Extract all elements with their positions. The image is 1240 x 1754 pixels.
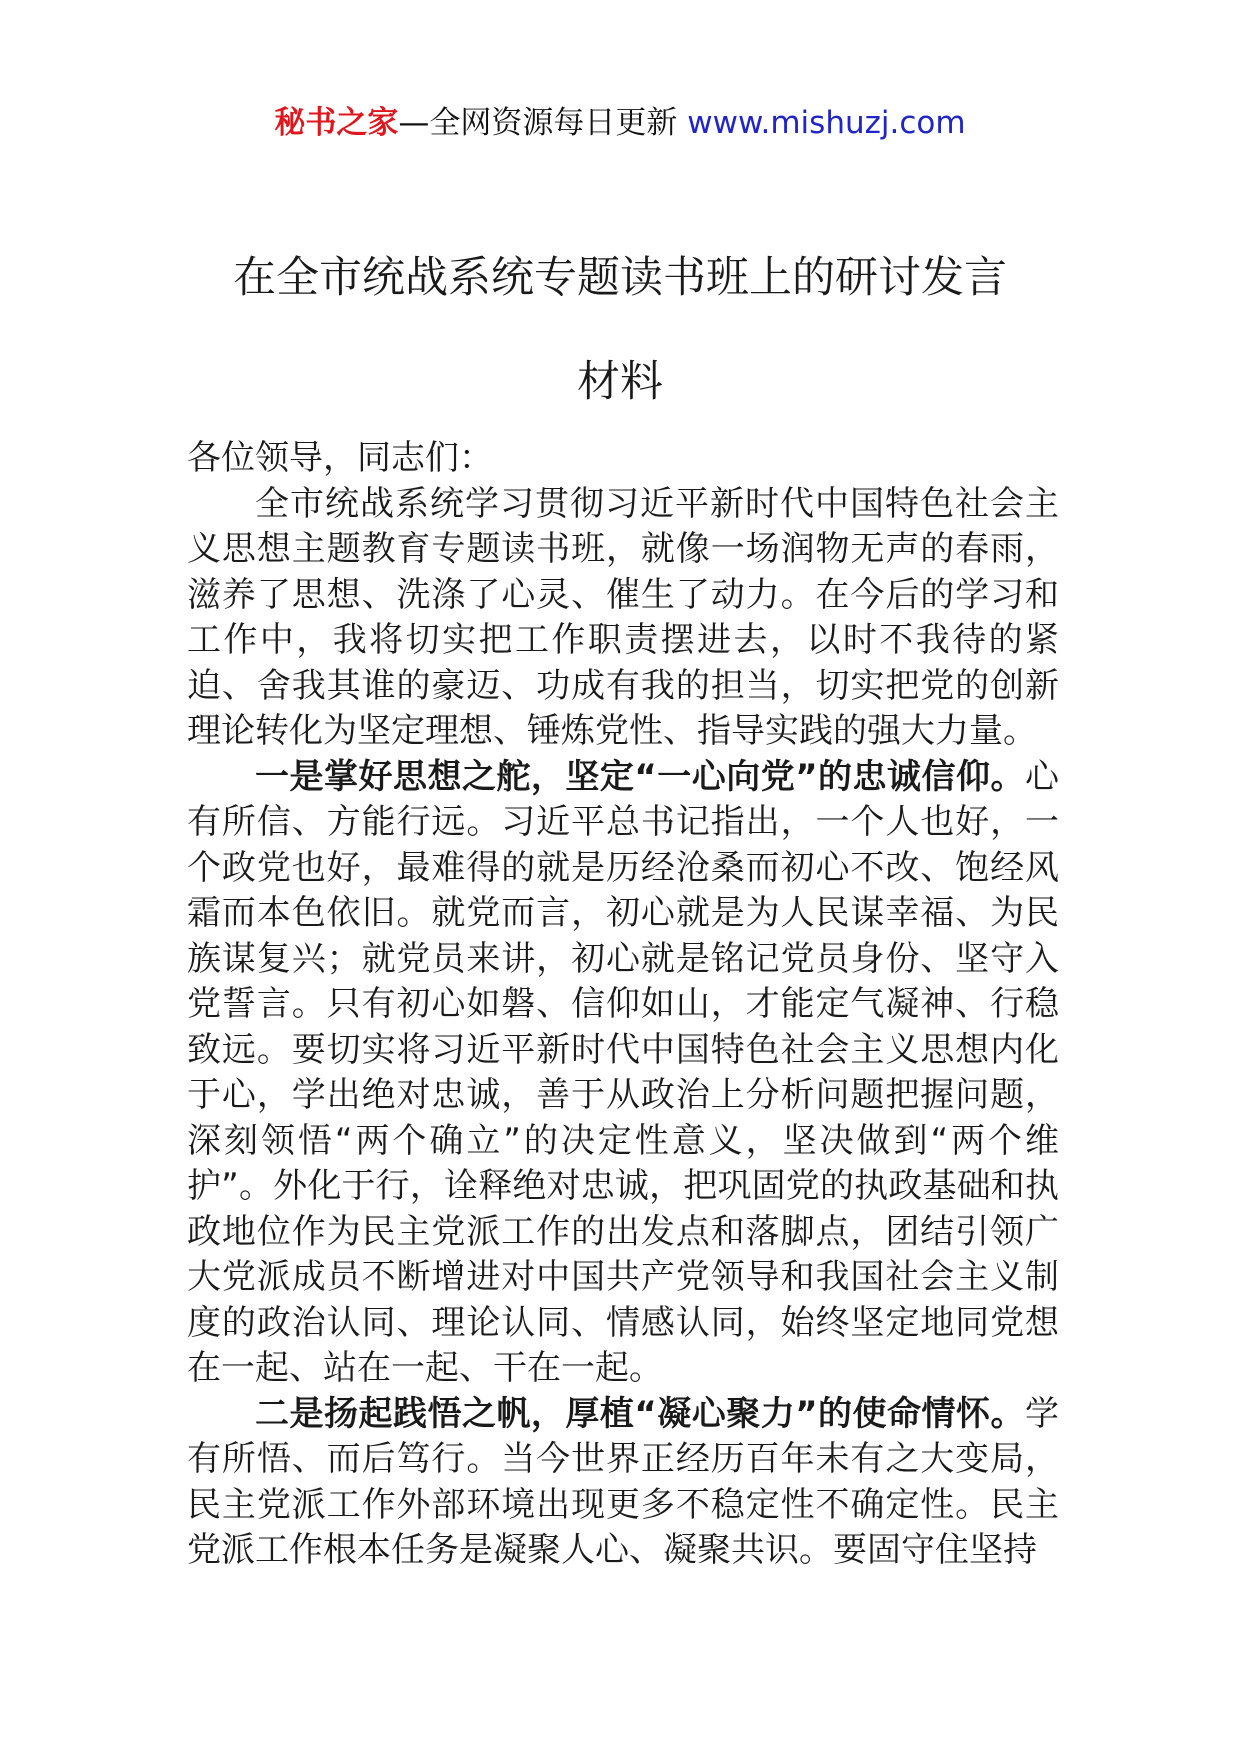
section-2-text: 学有所悟、而后笃行。当今世界正经历百年未有之大变局，民主党派工作外部环境出现更多不稳定性不确定性。民主党派工作根本任务是凝聚人心、凝聚共识。要固守住坚持 [187, 1393, 1059, 1570]
title-line-2: 材料 [577, 357, 663, 407]
section-2-paragraph [187, 1392, 1059, 1574]
site-url-link[interactable]: www.mishuzj.com [687, 105, 966, 141]
greeting: 各位领导，同志们： [187, 438, 493, 478]
document-body [187, 436, 1059, 1574]
section-1-text: 心有所信、方能行远。习近平总书记指出，一个人也好，一个政党也好，最难得的就是历经沧桑而初心不改、饱经风霜而本色依旧。就党而言，初心就是为人民谋幸福、为民族谋复兴；就党员来讲，初心就是铭记党员身份、坚守入党誓言。只有初心如磐、信仰如山，才能定气凝神、行稳致远。要切实将习近平新时代中国特色社会主义思想内化于心，学出绝对忠诚，善于从政治上分析问题把握问题，深刻领悟“两个确立”的决定性意义，坚决做到“两个维护”。外化于行，诠释绝对忠诚，把巩固党的执政基础和执政地位作为民主党派工作的出发点和落脚点，团结引领广大党派成员不断增进对中国共产党领导和我国社会主义制度的政治认同、理论认同、情感认同，始终坚定地同党想在一起、站在一起、干在一起。 [187, 756, 1059, 1388]
brand-name: 秘书之家 [274, 105, 399, 141]
header-slogan: —全网资源每日更新 [398, 105, 678, 141]
document-title [0, 226, 1240, 434]
section-2-heading: 二是扬起践悟之帆，厚植“凝心聚力”的使命情怀。 [255, 1393, 1025, 1434]
section-1-heading: 一是掌好思想之舵，坚定“一心向党”的忠诚信仰。 [255, 756, 1025, 797]
title-line-1: 在全市统战系统专题读书班上的研讨发言 [233, 253, 1007, 303]
intro-paragraph: 全市统战系统学习贯彻习近平新时代中国特色社会主义思想主题教育专题读书班，就像一场润物无声的春雨，滋养了思想、洗涤了心灵、催生了动力。在今后的学习和工作中，我将切实把工作职责摆进去，以时不我待的紧迫、舍我其谁的豪迈、功成有我的担当，切实把党的创新理论转化为坚定理想、锤炼党性、指导实践的强大力量。 [187, 483, 1059, 751]
section-1-paragraph [187, 755, 1059, 1392]
site-header [0, 100, 1240, 146]
